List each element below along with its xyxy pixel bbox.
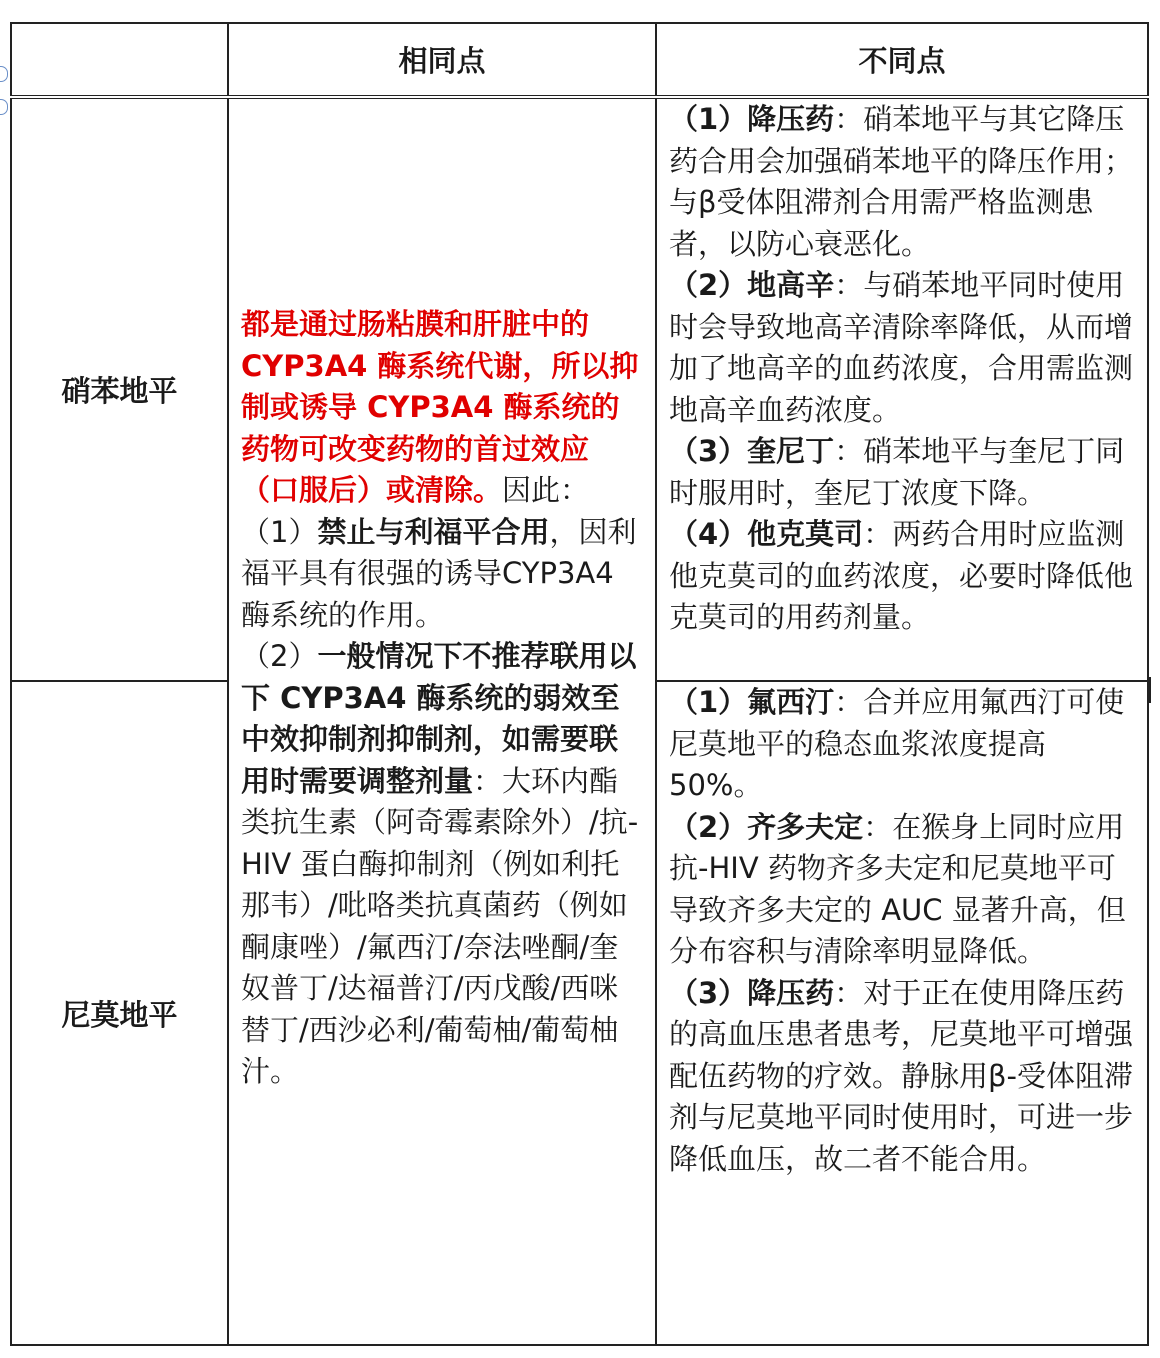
diff-item-text: ：硝苯地平与奎尼丁同时服用时，奎尼丁浓度下降。 [669, 434, 1125, 510]
diff-item-title: （3）降压药 [669, 975, 835, 1010]
drug-label-nifedipine: 硝苯地平 [11, 97, 228, 681]
same-intro-tail: 因此： [502, 473, 590, 507]
comparison-table [10, 22, 1149, 1346]
list-item [669, 682, 1135, 807]
diff-item-title: （1）氟西汀 [669, 685, 835, 719]
diff-item-title: （2）齐多夫定 [669, 809, 864, 844]
table-header-row [11, 23, 1148, 97]
same-item1-bold: 禁止与利福平合用 [317, 514, 550, 549]
left-edge-marker-icon [0, 66, 8, 82]
list-item [669, 265, 1135, 431]
same-item2-text: ：大环内酯类抗生素（阿奇霉素除外）/抗-HIV 蛋白酶抑制剂（例如利托那韦）/吡咯类抗真菌药（例如酮康唑）/氟西汀/奈法唑酮/奎奴普丁/达福普汀/丙戊酸/西咪替丁/西沙必利/葡萄柚/葡萄柚汁。 [241, 763, 639, 1088]
diff-nifedipine-cell [656, 97, 1148, 681]
diff-item-text: ：在猴身上同时应用抗-HIV 药物齐多夫定和尼莫地平可导致齐多夫定的 AUC 显著升高，但分布容积与清除率明显降低。 [669, 809, 1126, 968]
diff-item-text: ：两药合用时应监测他克莫司的血药浓度，必要时降低他克莫司的用药剂量。 [669, 517, 1134, 634]
same-item1-number: （1） [241, 514, 318, 549]
list-item [669, 973, 1135, 1181]
diff-nimodipine-cell [656, 681, 1148, 1345]
header-different-points: 不同点 [656, 23, 1148, 97]
left-edge-marker-icon [0, 99, 8, 115]
list-item [669, 514, 1135, 639]
diff-item-title: （2）地高辛 [669, 268, 835, 302]
diff-item-text: ：对于正在使用降压药的高血压患者患考，尼莫地平可增强配伍药物的疗效。静脉用β-受体阻滞剂与尼莫地平同时使用时，可进一步降低血压，故二者不能合用。 [669, 975, 1134, 1176]
same-intro-red: 都是通过肠粘膜和肝脏中的CYP3A4 酶系统代谢，所以抑制或诱导 CYP3A4 酶系统的药物可改变药物的首过效应（口服后）或清除。 [241, 307, 639, 507]
header-same-points: 相同点 [228, 23, 656, 97]
diff-item-text: ：硝苯地平与其它降压药合用会加强硝苯地平的降压作用；与β受体阻滞剂合用需严格监测患者，以防心衰恶化。 [669, 102, 1134, 261]
diff-item-title: （3）奎尼丁 [669, 434, 835, 468]
diff-item-text: ：合并应用氟西汀可使尼莫地平的稳态血浆浓度提高50%。 [669, 685, 1125, 802]
list-item [669, 807, 1135, 973]
same-item2-bold: 一般情况下不推荐联用以下 CYP3A4 酶系统的弱效至中效抑制剂抑制剂，如需要联用时需要调整剂量 [241, 639, 637, 798]
list-item [669, 99, 1135, 265]
diff-item-title: （4）他克莫司 [669, 517, 864, 551]
list-item [669, 431, 1135, 514]
same-points-cell [228, 97, 656, 1345]
header-blank-cell [11, 23, 228, 97]
same-item2-number: （2） [241, 639, 318, 673]
drug-label-nimodipine: 尼莫地平 [11, 681, 228, 1345]
diff-item-title: （1）降压药 [669, 102, 835, 136]
diff-item-text: ：与硝苯地平同时使用时会导致地高辛清除率降低，从而增加了地高辛的血药浓度，合用需监测地高辛血药浓度。 [669, 268, 1134, 427]
same-item1-text: ，因利福平具有很强的诱导CYP3A4 酶系统的作用。 [241, 514, 637, 632]
table-row [11, 97, 1148, 681]
